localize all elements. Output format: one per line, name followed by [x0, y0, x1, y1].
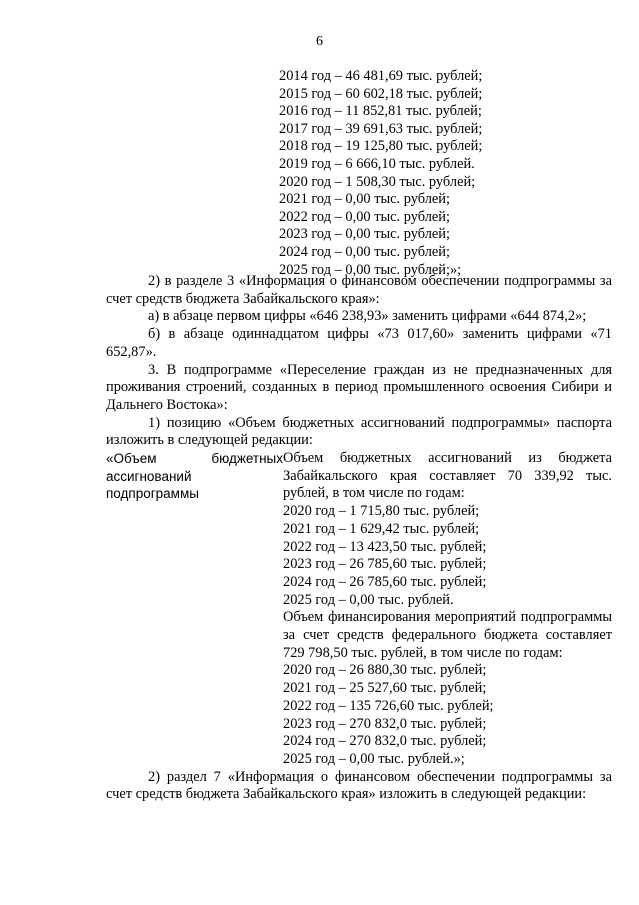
year-line: 2021 год – 0,00 тыс. рублей;	[279, 191, 450, 208]
paragraph-item-a: а) в абзаце первом цифры «646 238,93» заменить цифрами «644 874,2»;	[148, 308, 587, 325]
passport-label: «Объем бюджетных ассигнований подпрограммы	[106, 451, 283, 502]
federal-year-line: 2020 год – 26 880,30 тыс. рублей;	[283, 662, 487, 679]
federal-year-line: 2024 год – 270 832,0 тыс. рублей;	[283, 733, 487, 750]
passport-intro: Объем бюджетных ассигнований из бюджета Забайкальского края составляет 70 339,92 тыс. рублей, в том числе по годам:	[283, 450, 612, 502]
passport-content	[283, 450, 612, 769]
regional-year-line: 2023 год – 26 785,60 тыс. рублей;	[283, 556, 487, 573]
regional-year-line: 2024 год – 26 785,60 тыс. рублей;	[283, 573, 487, 590]
federal-intro: Объем финансирования мероприятий подпрограммы за счет средств федерального бюджета составляет 729 798,50 тыс. рублей, в том числе по годам:	[283, 609, 612, 661]
regional-year-line: 2021 год – 1 629,42 тыс. рублей;	[283, 520, 480, 537]
year-line: 2024 год – 0,00 тыс. рублей;	[279, 243, 450, 260]
regional-year-line: 2020 год – 1 715,80 тыс. рублей;	[283, 503, 480, 520]
year-line: 2025 год – 0,00 тыс. рублей;»;	[279, 261, 462, 278]
federal-year-line: 2023 год – 270 832,0 тыс. рублей;	[283, 715, 487, 732]
document-body	[106, 273, 612, 804]
passport-table	[106, 450, 612, 769]
year-line: 2020 год – 1 508,30 тыс. рублей;	[279, 173, 476, 190]
year-line: 2014 год – 46 481,69 тыс. рублей;	[279, 68, 483, 84]
year-line: 2019 год – 6 666,10 тыс. рублей.	[279, 155, 475, 172]
paragraph-subprogram-3: 3. В подпрограмме «Переселение граждан из не предназначенных для проживания строений, созданных в период промышленного освоения Сибири и Дальнего Востока»:	[106, 361, 612, 413]
year-line: 2017 год – 39 691,63 тыс. рублей;	[279, 120, 483, 137]
paragraph-item-1: 1) позицию «Объем бюджетных ассигнований подпрограммы» паспорта изложить в следующей редакции:	[106, 414, 612, 449]
years-list	[279, 68, 482, 279]
federal-year-line: 2021 год – 25 527,60 тыс. рублей;	[283, 680, 487, 697]
federal-year-line: 2022 год – 135 726,60 тыс. рублей;	[283, 697, 494, 714]
regional-year-line: 2025 год – 0,00 тыс. рублей.	[283, 591, 454, 608]
year-line: 2023 год – 0,00 тыс. рублей;	[279, 226, 450, 243]
paragraph-item-b: б) в абзаце одиннадцатом цифры «73 017,60» заменить цифрами «71 652,87».	[106, 326, 612, 360]
year-line: 2022 год – 0,00 тыс. рублей;	[279, 208, 450, 225]
year-line: 2016 год – 11 852,81 тыс. рублей;	[279, 103, 482, 120]
year-line: 2015 год – 60 602,18 тыс. рублей;	[279, 85, 483, 102]
regional-year-line: 2022 год – 13 423,50 тыс. рублей;	[283, 538, 487, 555]
year-line: 2018 год – 19 125,80 тыс. рублей;	[279, 138, 483, 155]
paragraph-section-7: 2) раздел 7 «Информация о финансовом обеспечении подпрограммы за счет средств бюджета Забайкальского края» изложить в следующей редакции:	[106, 768, 612, 803]
federal-year-line: 2025 год – 0,00 тыс. рублей.»;	[283, 750, 465, 767]
page-number: 6	[316, 34, 323, 49]
paragraph-section-3: 2) в разделе 3 «Информация о финансовом обеспечении подпрограммы за счет средств бюджета Забайкальского края»:	[106, 273, 612, 307]
